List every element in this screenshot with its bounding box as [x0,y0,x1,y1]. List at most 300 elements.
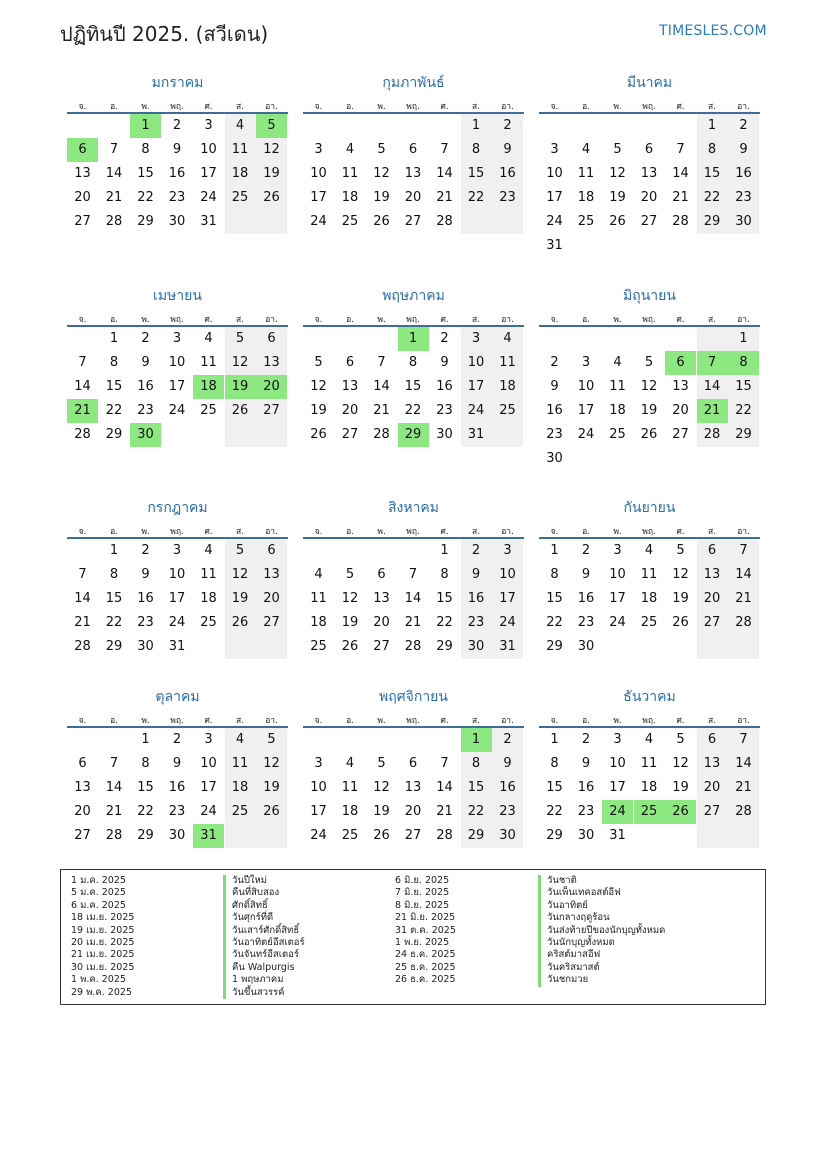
legend-date: 21 มิ.ย. 2025 [395,912,456,924]
day-cell: 20 [404,804,422,819]
day-cell: 13 [74,166,91,181]
month-name: สิงหาคม [387,500,440,516]
day-cell: 23 [499,190,516,205]
weekday-label: พฤ. [170,527,184,537]
legend-date: 24 ธ.ค. 2025 [395,949,456,961]
day-cell: 27 [404,214,422,229]
day-cell: 13 [672,379,689,394]
legend-holiday-name: คริสต์มาสอีฟ [538,949,665,961]
day-cell: 2 [141,331,150,346]
day-cell: 16 [499,780,516,795]
weekday-label: อา. [265,527,278,537]
weekday-label: ศ. [204,716,213,726]
day-cell: 17 [467,379,485,394]
holiday-day-cell: 6 [67,138,98,162]
weekday-label: อ. [346,527,354,537]
month-days [303,539,524,683]
day-cell: 10 [467,355,485,370]
day-cell: 2 [503,118,512,133]
day-cell: 8 [109,355,119,370]
weekday-label: ศ. [204,315,213,325]
day-cell: 18 [640,780,658,795]
weekday-label: พฤ. [170,315,184,325]
day-cell: 27 [263,403,280,418]
day-cell: 6 [377,567,386,582]
day-cell: 26 [373,828,390,843]
day-cell: 27 [703,804,721,819]
day-cell: 14 [703,379,721,394]
day-cell: 14 [672,166,689,181]
weekday-label: อ. [582,315,590,325]
holiday-day-cell: 25 [634,800,665,824]
day-cell: 13 [640,166,658,181]
weekday-header [67,524,288,536]
weekday-label: พ. [377,315,386,325]
day-cell: 23 [168,190,186,205]
day-cell: 3 [172,543,182,558]
day-cell: 25 [231,804,249,819]
weekday-label: ส. [236,716,244,726]
day-cell: 1 [550,732,559,747]
day-cell: 10 [168,567,186,582]
day-cell: 29 [137,214,154,229]
day-cell: 1 [471,118,481,133]
day-cell: 21 [672,190,689,205]
day-cell: 4 [235,732,245,747]
day-cell: 15 [467,166,485,181]
day-cell: 16 [436,379,453,394]
day-cell: 29 [436,639,453,654]
legend-holiday-name: วันส่งท้ายปีของนักบุญทั้งหมด [538,925,665,937]
day-cell: 27 [74,828,91,843]
legend-date: 6 ม.ค. 2025 [71,899,126,911]
weekday-label: พ. [613,716,622,726]
day-cell: 6 [408,142,418,157]
holiday-day-cell: 20 [256,375,287,399]
weekday-label: ส. [708,102,716,112]
legend-holiday-name: วันกลางฤดูร้อน [538,912,665,924]
page-title: ปฏิทินปี 2025. (สวีเดน) [60,22,269,46]
day-cell: 6 [644,142,654,157]
day-cell: 17 [168,379,186,394]
day-cell: 8 [707,142,717,157]
day-cell: 18 [499,379,516,394]
day-cell: 3 [314,756,323,771]
weekday-label: พฤ. [406,527,420,537]
day-cell: 28 [436,214,453,229]
legend-dates-col-1 [71,875,134,999]
holiday-day-cell: 31 [193,824,224,848]
day-cell: 21 [735,780,752,795]
day-cell: 26 [310,427,327,442]
day-cell: 13 [703,567,721,582]
weekday-label: พฤ. [170,716,184,726]
day-cell: 18 [577,190,595,205]
day-cell: 4 [644,543,654,558]
weekday-label: พ. [613,527,622,537]
day-cell: 2 [581,543,591,558]
day-cell: 30 [168,214,186,229]
day-cell: 5 [345,567,355,582]
day-cell: 22 [105,615,123,630]
weekday-label: จ. [550,315,559,325]
day-cell: 5 [377,756,386,771]
day-cell: 29 [105,427,123,442]
weekday-label: อา. [265,102,278,112]
day-cell: 21 [436,804,453,819]
day-cell: 2 [471,543,481,558]
legend-date: 7 มิ.ย. 2025 [395,887,450,899]
day-cell: 7 [109,756,119,771]
day-cell: 31 [467,427,485,442]
holiday-day-cell: 19 [225,375,256,399]
day-cell: 9 [503,756,512,771]
day-cell: 8 [550,567,559,582]
month-days [67,539,288,683]
day-cell: 22 [404,403,422,418]
weekday-label: อา. [501,716,514,726]
weekday-label: อ. [110,527,118,537]
day-cell: 25 [341,828,359,843]
day-cell: 16 [168,780,186,795]
day-cell: 12 [640,379,658,394]
day-cell: 28 [373,427,390,442]
day-cell: 11 [341,166,359,181]
day-cell: 29 [137,828,154,843]
day-cell: 15 [105,379,123,394]
day-cell: 20 [640,190,658,205]
day-cell: 3 [314,142,323,157]
day-cell: 7 [676,142,685,157]
day-cell: 23 [168,804,186,819]
day-cell: 28 [735,804,752,819]
day-cell: 6 [267,331,276,346]
weekday-label: อ. [582,716,590,726]
weekday-label: ศ. [440,716,449,726]
day-cell: 7 [109,142,119,157]
month-days [539,728,760,872]
day-cell: 27 [703,615,721,630]
day-cell: 9 [581,567,591,582]
day-cell: 20 [74,804,91,819]
legend-holiday-name: คืนที่สิบสอง [223,887,305,899]
day-cell: 3 [172,331,182,346]
day-cell: 3 [503,543,512,558]
day-cell: 23 [577,804,595,819]
day-cell: 11 [200,355,217,370]
day-cell: 11 [499,355,516,370]
day-cell: 24 [168,403,186,418]
weekday-label: พฤ. [642,315,656,325]
month-name: เมษายน [153,288,202,304]
day-cell: 9 [471,567,481,582]
day-cell: 30 [137,639,154,654]
day-cell: 26 [231,615,249,630]
day-cell: 13 [74,780,91,795]
weekday-label: พ. [377,527,386,537]
day-cell: 10 [200,756,217,771]
weekday-label: อ. [110,315,118,325]
weekday-label: จ. [78,315,87,325]
month-name: ตุลาคม [155,689,200,705]
weekday-label: อ. [110,102,118,112]
weekday-label: พฤ. [406,102,420,112]
day-cell: 25 [200,615,217,630]
day-cell: 8 [109,567,119,582]
legend-holiday-name: วันคริสมาสต์ [538,962,665,974]
day-cell: 12 [263,142,280,157]
holiday-day-cell: 29 [398,423,429,447]
day-cell: 12 [310,379,327,394]
day-cell: 23 [436,403,453,418]
day-cell: 18 [231,780,249,795]
day-cell: 11 [640,756,658,771]
weekday-header [303,524,524,536]
weekday-label: พฤ. [642,527,656,537]
day-cell: 9 [440,355,449,370]
day-cell: 23 [735,190,752,205]
day-cell: 3 [613,732,622,747]
weekday-label: ศ. [204,102,213,112]
day-cell: 10 [609,756,626,771]
weekday-label: ส. [236,102,244,112]
day-cell: 29 [735,427,752,442]
day-cell: 15 [137,166,154,181]
weekday-label: จ. [550,716,559,726]
day-cell: 20 [703,780,721,795]
weekday-label: อ. [346,716,354,726]
day-cell: 21 [404,615,422,630]
day-cell: 8 [408,355,418,370]
weekday-label: อา. [501,527,514,537]
weekday-label: จ. [78,716,87,726]
day-cell: 30 [546,451,563,466]
day-cell: 1 [550,543,559,558]
day-cell: 27 [640,214,658,229]
day-cell: 14 [373,379,390,394]
legend-date: 1 ม.ค. 2025 [71,875,126,886]
holiday-day-cell: 1 [398,327,429,351]
day-cell: 19 [672,780,689,795]
day-cell: 15 [404,379,422,394]
weekday-label: อา. [737,716,750,726]
day-cell: 4 [581,142,591,157]
weekday-label: อ. [582,527,590,537]
day-cell: 26 [231,403,249,418]
weekday-label: พ. [141,527,150,537]
weekday-label: พฤ. [170,102,184,112]
day-cell: 16 [168,166,186,181]
month-name: กันยายน [623,500,676,516]
day-cell: 13 [703,756,721,771]
day-cell: 24 [168,615,186,630]
day-cell: 18 [231,166,249,181]
brand-link[interactable]: TIMESLES.COM [659,23,767,39]
day-cell: 27 [74,214,91,229]
weekday-label: พ. [613,315,622,325]
day-cell: 26 [609,214,626,229]
day-cell: 26 [341,639,359,654]
day-cell: 15 [546,591,563,606]
legend-holiday-name: ศักดิ์สิทธิ์ [223,900,305,912]
day-cell: 24 [310,828,327,843]
weekday-label: ศ. [676,315,685,325]
day-cell: 10 [168,355,186,370]
day-cell: 28 [672,214,689,229]
day-cell: 13 [341,379,359,394]
day-cell: 28 [703,427,721,442]
day-cell: 26 [263,804,280,819]
weekday-label: อา. [501,102,514,112]
legend-date: 5 ม.ค. 2025 [71,887,126,899]
day-cell: 30 [577,639,595,654]
day-cell: 6 [408,756,418,771]
weekday-label: ศ. [440,527,449,537]
day-cell: 16 [577,591,595,606]
day-cell: 7 [440,142,449,157]
day-cell: 11 [577,166,595,181]
legend-date: 29 พ.ค. 2025 [71,986,132,998]
weekday-label: จ. [550,527,559,537]
holiday-day-cell: 26 [665,800,696,824]
month-days [303,728,524,872]
day-cell: 20 [672,403,689,418]
day-cell: 10 [200,142,217,157]
weekday-header [303,312,524,324]
day-cell: 22 [137,804,154,819]
legend-dates-col-2 [395,875,456,987]
day-cell: 19 [373,190,390,205]
weekday-header [303,99,524,111]
day-cell: 12 [341,591,359,606]
day-cell: 18 [341,804,359,819]
day-cell: 20 [404,190,422,205]
day-cell: 8 [471,142,481,157]
day-cell: 17 [310,804,327,819]
legend-holiday-name: 1 พฤษภาคม [223,974,305,986]
day-cell: 5 [314,355,323,370]
day-cell: 1 [707,118,717,133]
month-days [67,327,288,471]
day-cell: 15 [467,780,485,795]
day-cell: 13 [404,166,422,181]
day-cell: 7 [408,567,418,582]
day-cell: 7 [739,543,748,558]
day-cell: 10 [310,780,327,795]
day-cell: 25 [341,214,359,229]
holiday-day-cell: 30 [130,423,161,447]
day-cell: 18 [200,591,217,606]
day-cell: 16 [546,403,563,418]
weekday-header [67,99,288,111]
day-cell: 8 [471,756,481,771]
day-cell: 12 [263,756,280,771]
day-cell: 22 [436,615,453,630]
day-cell: 24 [499,615,516,630]
weekday-label: อา. [265,716,278,726]
day-cell: 14 [404,591,422,606]
day-cell: 3 [204,118,213,133]
day-cell: 31 [168,639,186,654]
day-cell: 31 [200,214,217,229]
day-cell: 12 [609,166,626,181]
day-cell: 1 [440,543,449,558]
day-cell: 16 [137,591,154,606]
weekday-label: ส. [708,527,716,537]
weekday-label: พ. [377,716,386,726]
day-cell: 24 [200,804,217,819]
day-cell: 17 [609,780,626,795]
day-cell: 20 [74,190,91,205]
weekday-label: อา. [737,102,750,112]
day-cell: 14 [735,756,752,771]
legend-holiday-name: วันอาทิตย์อีสเตอร์ [223,937,305,949]
day-cell: 15 [105,591,123,606]
month-name: กรกฎาคม [147,500,208,516]
legend-holiday-name: วันเสาร์ศักดิ์สิทธิ์ [223,925,305,937]
day-cell: 17 [200,780,217,795]
month-days [67,728,288,872]
day-cell: 13 [263,567,280,582]
holiday-day-cell: 7 [697,351,728,375]
day-cell: 21 [74,615,91,630]
weekday-header [539,99,760,111]
day-cell: 7 [78,567,87,582]
day-cell: 22 [467,190,485,205]
day-cell: 15 [436,591,453,606]
legend-holiday-name: วันศุกร์ที่ดี [223,912,305,924]
day-cell: 22 [735,403,752,418]
weekday-label: อา. [737,315,750,325]
day-cell: 22 [105,403,123,418]
day-cell: 7 [440,756,449,771]
day-cell: 24 [310,214,327,229]
legend-date: 30 เม.ย. 2025 [71,961,135,973]
day-cell: 10 [609,567,626,582]
day-cell: 5 [676,543,685,558]
weekday-label: พฤ. [406,716,420,726]
day-cell: 3 [581,355,591,370]
day-cell: 6 [267,543,276,558]
day-cell: 11 [231,756,249,771]
day-cell: 15 [735,379,752,394]
day-cell: 27 [672,427,689,442]
day-cell: 22 [546,615,563,630]
legend-holiday-name: วันปีใหม่ [223,875,305,887]
legend-holiday-name: คืน Walpurgis [223,962,305,974]
holiday-day-cell: 6 [665,351,696,375]
weekday-label: ส. [708,716,716,726]
day-cell: 27 [373,639,390,654]
weekday-label: อา. [265,315,278,325]
day-cell: 26 [373,214,390,229]
month-name: มกราคม [151,75,204,91]
legend-holiday-name: วันชาติ [538,875,665,887]
day-cell: 4 [204,543,213,558]
day-cell: 24 [546,214,563,229]
day-cell: 24 [577,427,595,442]
legend-holiday-name: วันเพ็นเทคอสต์อีฟ [538,887,665,899]
day-cell: 16 [137,379,154,394]
weekday-label: จ. [78,527,87,537]
day-cell: 1 [739,331,748,346]
day-cell: 30 [168,828,186,843]
weekday-label: พฤ. [406,315,420,325]
day-cell: 21 [105,804,123,819]
weekday-label: ศ. [440,315,449,325]
day-cell: 6 [707,543,717,558]
day-cell: 13 [404,780,422,795]
